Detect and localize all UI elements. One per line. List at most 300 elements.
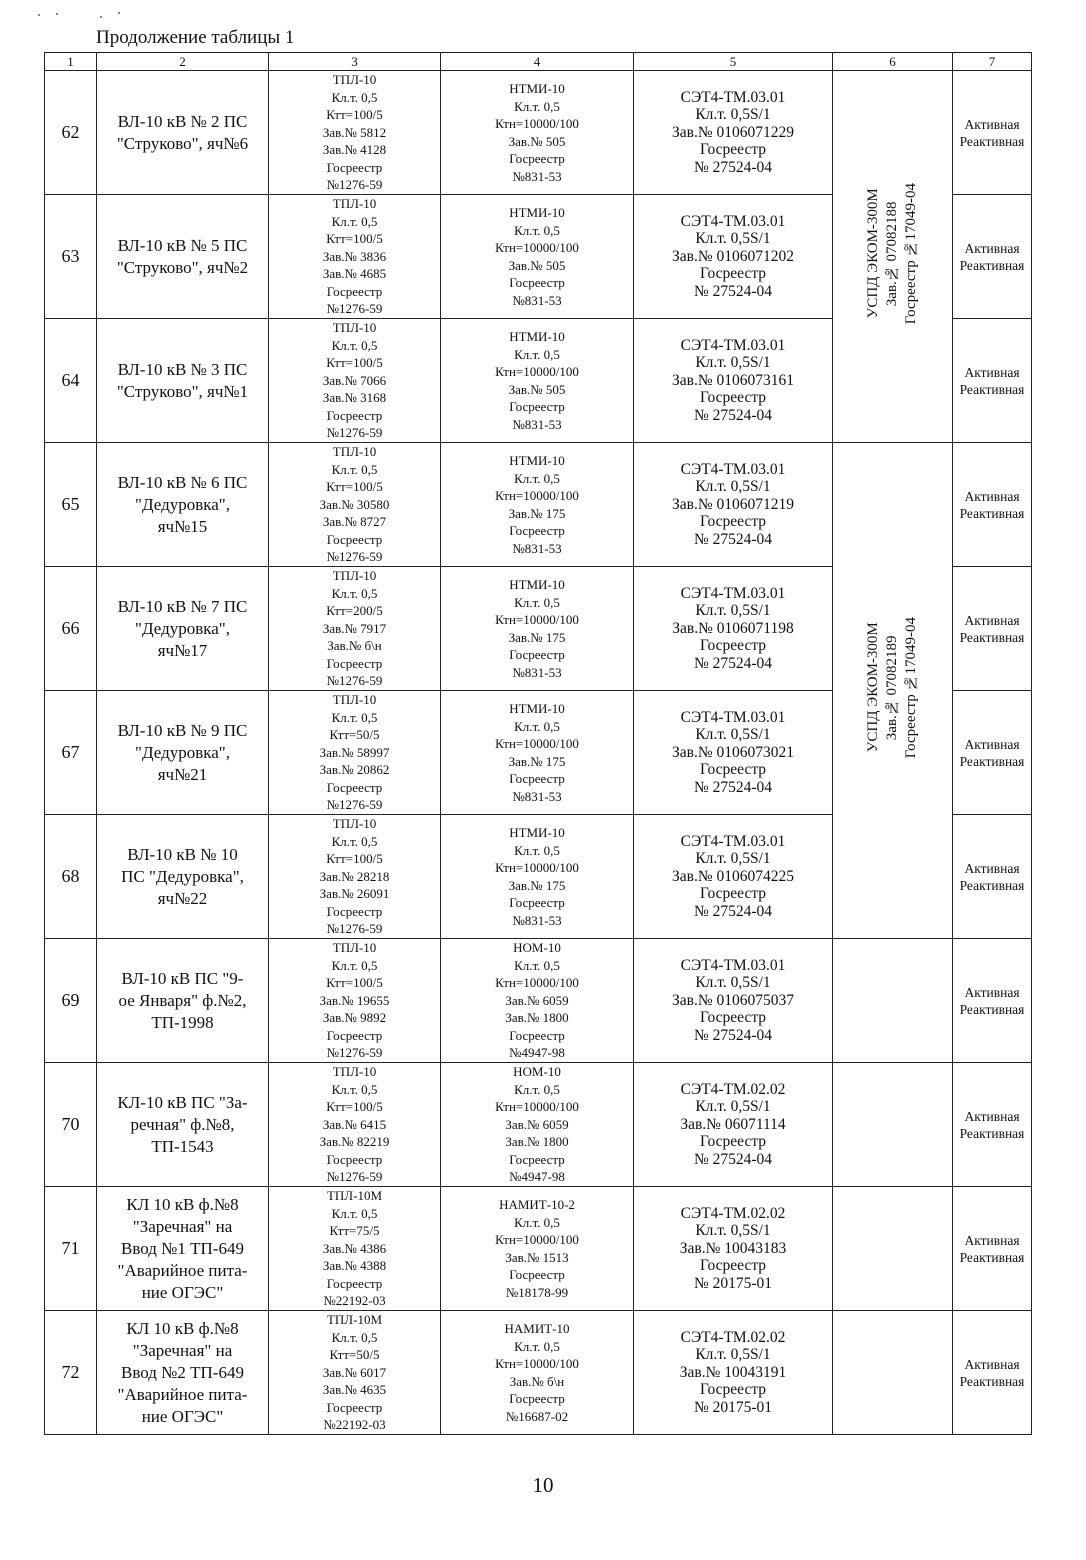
row-number: 70 <box>45 1063 97 1187</box>
electricity-meter-line: Кл.т. 0,5S/1 <box>695 1346 771 1364</box>
current-transformer-line: Кл.т. 0,5 <box>331 1205 378 1221</box>
connection-name-line: ое Января" ф.№2, <box>118 990 247 1010</box>
electricity-meter-line: СЭТ4-ТМ.03.01 <box>680 956 786 974</box>
connection-name-line: яч№17 <box>157 640 208 660</box>
voltage-transformer-line: №831-53 <box>512 912 562 928</box>
electricity-meter <box>634 1063 833 1187</box>
connection-name <box>97 1187 269 1311</box>
voltage-transformer <box>441 195 634 319</box>
energy-kind-line: Реактивная <box>959 629 1025 645</box>
current-transformer-line: Зав.№ 4635 <box>322 1382 387 1398</box>
current-transformer <box>269 815 441 939</box>
row-number: 65 <box>45 443 97 567</box>
electricity-meter-line: Зав.№ 0106074225 <box>671 867 794 885</box>
energy-kind-line: Реактивная <box>959 1249 1025 1265</box>
current-transformer-line: №1276-59 <box>326 1045 383 1061</box>
voltage-transformer-line: НТМИ-10 <box>509 825 565 840</box>
energy-kind-line: Активная <box>964 1232 1020 1248</box>
header-cell: 4 <box>441 53 634 71</box>
electricity-meter <box>634 195 833 319</box>
header-cell: 7 <box>953 53 1032 71</box>
current-transformer-line: Зав.№ 6017 <box>322 1364 387 1380</box>
row-number: 69 <box>45 939 97 1063</box>
voltage-transformer-line: Госреестр <box>509 1267 565 1282</box>
connection-name-line: "Струково", яч№2 <box>116 257 249 277</box>
energy-kind <box>953 691 1032 815</box>
uspd-line: Зав.№ 07082188 <box>884 201 900 307</box>
energy-kind-line: Реактивная <box>959 1125 1025 1141</box>
electricity-meter-line: СЭТ4-ТМ.03.01 <box>680 460 786 478</box>
uspd-line: Госреестр №17049-04 <box>903 617 919 759</box>
electricity-meter-line: Госреестр <box>699 885 767 903</box>
current-transformer-line: Госреестр <box>326 1151 383 1167</box>
current-transformer-line: №22192-03 <box>323 1293 386 1309</box>
voltage-transformer-line: Ктн=10000/100 <box>495 364 579 379</box>
current-transformer-line: Кл.т. 0,5 <box>331 585 378 601</box>
voltage-transformer <box>441 1187 634 1311</box>
electricity-meter-line: Кл.т. 0,5S/1 <box>695 1222 771 1240</box>
energy-kind <box>953 567 1032 691</box>
electricity-meter-line: Госреестр <box>699 1133 767 1151</box>
uspd-empty-cell <box>833 1063 953 1187</box>
connection-name <box>97 1311 269 1435</box>
connection-name-line: "Дедуровка", <box>135 494 230 514</box>
voltage-transformer-line: Зав.№ 175 <box>508 629 566 645</box>
scan-speck <box>100 16 102 18</box>
uspd-empty-cell <box>833 1187 953 1311</box>
scan-speck <box>118 12 120 14</box>
voltage-transformer-line: Зав.№ б\н <box>509 1373 565 1389</box>
electricity-meter <box>634 319 833 443</box>
electricity-meter-line: Госреестр <box>699 637 767 655</box>
current-transformer-line: Зав.№ 5812 <box>322 124 387 140</box>
connection-name-line: ние ОГЭС" <box>141 1282 224 1302</box>
electricity-meter-line: Зав.№ 10043191 <box>679 1363 787 1381</box>
electricity-meter <box>634 1311 833 1435</box>
current-transformer-line: Зав.№ 3836 <box>322 248 387 264</box>
connection-name <box>97 691 269 815</box>
uspd-line: Госреестр №17049-04 <box>903 183 919 325</box>
connection-name-line: ВЛ-10 кВ № 9 ПС <box>117 720 248 740</box>
scan-speck <box>56 13 58 15</box>
voltage-transformer-line: №831-53 <box>512 416 562 432</box>
row-number: 66 <box>45 567 97 691</box>
table-row <box>45 939 1032 1063</box>
current-transformer-line: №1276-59 <box>326 797 383 813</box>
voltage-transformer-line: Зав.№ 175 <box>508 505 566 521</box>
current-transformer-line: Кл.т. 0,5 <box>331 461 378 477</box>
connection-name-line: ТП-1543 <box>151 1136 214 1156</box>
electricity-meter-line: Кл.т. 0,5S/1 <box>695 106 771 124</box>
electricity-meter-line: Кл.т. 0,5S/1 <box>695 602 771 620</box>
current-transformer-line: Госреестр <box>326 1399 383 1415</box>
voltage-transformer-line: Госреестр <box>509 275 565 290</box>
voltage-transformer-line: Зав.№ 505 <box>508 133 566 149</box>
current-transformer-line: Госреестр <box>326 407 383 423</box>
current-transformer-line: Зав.№ б\н <box>327 638 382 654</box>
uspd-label <box>864 617 921 758</box>
energy-kind-line: Реактивная <box>959 257 1025 273</box>
connection-name-line: "Аварийное пита- <box>117 1260 248 1280</box>
energy-kind-line: Реактивная <box>959 877 1025 893</box>
electricity-meter-line: Кл.т. 0,5S/1 <box>695 974 771 992</box>
table-row <box>45 71 1032 195</box>
connection-name <box>97 195 269 319</box>
voltage-transformer-line: Госреестр <box>509 1151 565 1167</box>
electricity-meter-line: Кл.т. 0,5S/1 <box>695 726 771 744</box>
energy-kind-line: Активная <box>964 984 1020 1000</box>
current-transformer-line: Зав.№ 82219 <box>319 1134 390 1150</box>
current-transformer-line: Зав.№ 28218 <box>319 868 390 884</box>
electricity-meter-line: Госреестр <box>699 265 767 283</box>
electricity-meter-line: № 27524-04 <box>693 1150 773 1168</box>
electricity-meter <box>634 443 833 567</box>
uspd-empty-cell <box>833 939 953 1063</box>
current-transformer-line: Госреестр <box>326 903 383 919</box>
table-row <box>45 1311 1032 1435</box>
current-transformer-line: Госреестр <box>326 1027 383 1043</box>
energy-kind-line: Активная <box>964 1356 1020 1372</box>
current-transformer-line: ТПЛ-10 <box>332 940 377 956</box>
voltage-transformer-line: Кл.т. 0,5 <box>514 842 560 858</box>
connection-name-line: ВЛ-10 кВ ПС "9- <box>121 968 244 988</box>
electricity-meter-line: СЭТ4-ТМ.03.01 <box>680 708 786 726</box>
connection-name <box>97 71 269 195</box>
voltage-transformer-line: Госреестр <box>509 523 565 538</box>
row-number: 72 <box>45 1311 97 1435</box>
voltage-transformer-line: НОМ-10 <box>513 1064 561 1080</box>
voltage-transformer <box>441 815 634 939</box>
uspd-line: УСПД ЭКОМ-300М <box>865 623 881 753</box>
voltage-transformer <box>441 1063 634 1187</box>
current-transformer <box>269 939 441 1063</box>
voltage-transformer-line: Госреестр <box>509 647 565 662</box>
current-transformer-line: ТПЛ-10 <box>332 196 377 212</box>
connection-name-line: ВЛ-10 кВ № 6 ПС <box>117 472 248 492</box>
electricity-meter-line: СЭТ4-ТМ.03.01 <box>680 336 786 354</box>
current-transformer-line: ТПЛ-10 <box>332 320 377 336</box>
connection-name <box>97 1063 269 1187</box>
connection-name-line: "Струково", яч№1 <box>116 381 249 401</box>
current-transformer-line: №1276-59 <box>326 301 383 317</box>
connection-name <box>97 939 269 1063</box>
energy-kind-line: Реактивная <box>959 1001 1025 1017</box>
electricity-meter <box>634 815 833 939</box>
voltage-transformer-line: №831-53 <box>512 788 562 804</box>
electricity-meter-line: Госреестр <box>699 141 767 159</box>
current-transformer-line: Госреестр <box>326 1275 383 1291</box>
uspd-line: УСПД ЭКОМ-300М <box>865 189 881 319</box>
energy-kind-line: Активная <box>964 488 1020 504</box>
current-transformer-line: Зав.№ 20862 <box>319 762 390 778</box>
row-number: 62 <box>45 71 97 195</box>
electricity-meter-line: Зав.№ 0106071202 <box>671 247 794 265</box>
electricity-meter-line: Госреестр <box>699 513 767 531</box>
energy-kind-line: Активная <box>964 612 1020 628</box>
electricity-meter-line: Кл.т. 0,5S/1 <box>695 1098 771 1116</box>
voltage-transformer <box>441 567 634 691</box>
voltage-transformer <box>441 319 634 443</box>
electricity-meter-line: СЭТ4-ТМ.03.01 <box>680 832 786 850</box>
current-transformer-line: Зав.№ 7917 <box>322 620 387 636</box>
current-transformer-line: Ктт=200/5 <box>326 603 383 619</box>
connection-name-line: "Струково", яч№6 <box>116 133 249 153</box>
current-transformer-line: Ктт=100/5 <box>326 231 383 247</box>
electricity-meter-line: Госреестр <box>699 1009 767 1027</box>
current-transformer-line: Зав.№ 30580 <box>319 496 390 512</box>
electricity-meter-line: № 27524-04 <box>693 654 773 672</box>
voltage-transformer-line: Ктн=10000/100 <box>495 612 579 627</box>
current-transformer-line: Ктт=100/5 <box>326 1099 383 1115</box>
connection-name-line: ВЛ-10 кВ № 10 <box>127 844 238 864</box>
energy-kind-line: Активная <box>964 116 1020 132</box>
electricity-meter-line: № 20175-01 <box>693 1274 773 1292</box>
current-transformer-line: ТПЛ-10 <box>332 72 377 88</box>
voltage-transformer-line: Кл.т. 0,5 <box>514 346 560 362</box>
voltage-transformer-line: Ктн=10000/100 <box>495 488 579 503</box>
voltage-transformer-line: Зав.№ 1800 <box>505 1010 569 1026</box>
current-transformer-line: Ктт=75/5 <box>329 1223 380 1239</box>
electricity-meter-line: Кл.т. 0,5S/1 <box>695 478 771 496</box>
voltage-transformer-line: Кл.т. 0,5 <box>514 1338 560 1354</box>
voltage-transformer-line: НТМИ-10 <box>509 701 565 716</box>
electricity-meter-line: СЭТ4-ТМ.03.01 <box>680 88 786 106</box>
electricity-meter-line: № 27524-04 <box>693 530 773 548</box>
current-transformer-line: Госреестр <box>326 655 383 671</box>
voltage-transformer-line: Ктн=10000/100 <box>495 736 579 751</box>
voltage-transformer-line: Кл.т. 0,5 <box>514 222 560 238</box>
energy-kind-line: Реактивная <box>959 753 1025 769</box>
voltage-transformer-line: Кл.т. 0,5 <box>514 470 560 486</box>
voltage-transformer-line: НТМИ-10 <box>509 205 565 220</box>
current-transformer-line: Кл.т. 0,5 <box>331 957 378 973</box>
current-transformer-line: Зав.№ 26091 <box>319 886 390 902</box>
current-transformer-line: Зав.№ 6415 <box>322 1116 387 1132</box>
electricity-meter-line: № 27524-04 <box>693 902 773 920</box>
electricity-meter-line: Кл.т. 0,5S/1 <box>695 850 771 868</box>
page-number: 10 <box>532 1473 554 1497</box>
electricity-meter-line: СЭТ4-ТМ.03.01 <box>680 584 786 602</box>
voltage-transformer-line: Госреестр <box>509 895 565 910</box>
voltage-transformer-line: Госреестр <box>509 399 565 414</box>
current-transformer-line: Госреестр <box>326 159 383 175</box>
energy-kind-line: Активная <box>964 364 1020 380</box>
current-transformer-line: Ктт=50/5 <box>329 1347 380 1363</box>
energy-kind <box>953 71 1032 195</box>
uspd-cell <box>833 71 953 443</box>
current-transformer <box>269 443 441 567</box>
current-transformer <box>269 1311 441 1435</box>
electricity-meter-line: Зав.№ 0106071219 <box>671 495 794 513</box>
electricity-meter <box>634 567 833 691</box>
voltage-transformer <box>441 71 634 195</box>
table-row <box>45 443 1032 567</box>
current-transformer-line: Зав.№ 4386 <box>322 1240 387 1256</box>
connection-name-line: КЛ 10 кВ ф.№8 <box>126 1194 239 1214</box>
current-transformer-line: Кл.т. 0,5 <box>331 1081 378 1097</box>
current-transformer-line: Зав.№ 4388 <box>322 1258 387 1274</box>
table-caption: Продолжение таблицы 1 <box>96 27 295 48</box>
electricity-meter-line: Госреестр <box>699 1257 767 1275</box>
uspd-empty-cell <box>833 1311 953 1435</box>
voltage-transformer-line: №831-53 <box>512 292 562 308</box>
electricity-meter <box>634 1187 833 1311</box>
electricity-meter-line: СЭТ4-ТМ.03.01 <box>680 212 786 230</box>
header-cell: 2 <box>97 53 269 71</box>
voltage-transformer-line: Ктн=10000/100 <box>495 1356 579 1371</box>
electricity-meter-line: СЭТ4-ТМ.02.02 <box>680 1080 786 1098</box>
uspd-cell <box>833 443 953 939</box>
electricity-meter-line: Зав.№ 0106073161 <box>671 371 794 389</box>
current-transformer-line: Кл.т. 0,5 <box>331 213 378 229</box>
electricity-meter-line: Госреестр <box>699 1381 767 1399</box>
voltage-transformer-line: Зав.№ 6059 <box>505 992 569 1008</box>
energy-kind-line: Реактивная <box>959 381 1025 397</box>
voltage-transformer <box>441 1311 634 1435</box>
current-transformer-line: Кл.т. 0,5 <box>331 833 378 849</box>
current-transformer-line: ТПЛ-10М <box>326 1312 383 1328</box>
electricity-meter <box>634 939 833 1063</box>
voltage-transformer-line: Ктн=10000/100 <box>495 860 579 875</box>
connection-name <box>97 443 269 567</box>
electricity-meter <box>634 691 833 815</box>
current-transformer-line: Зав.№ 7066 <box>322 372 387 388</box>
energy-kind <box>953 443 1032 567</box>
voltage-transformer-line: №831-53 <box>512 540 562 556</box>
voltage-transformer-line: Ктн=10000/100 <box>495 116 579 131</box>
connection-name-line: КЛ 10 кВ ф.№8 <box>126 1318 239 1338</box>
electricity-meter-line: Кл.т. 0,5S/1 <box>695 354 771 372</box>
voltage-transformer-line: Ктн=10000/100 <box>495 240 579 255</box>
current-transformer-line: Кл.т. 0,5 <box>331 709 378 725</box>
current-transformer-line: Ктт=100/5 <box>326 355 383 371</box>
table-row <box>45 1063 1032 1187</box>
current-transformer-line: Ктт=100/5 <box>326 107 383 123</box>
row-number: 68 <box>45 815 97 939</box>
energy-kind-line: Активная <box>964 240 1020 256</box>
current-transformer <box>269 567 441 691</box>
voltage-transformer-line: Зав.№ 1513 <box>505 1249 569 1265</box>
current-transformer-line: Зав.№ 19655 <box>319 992 390 1008</box>
row-number: 71 <box>45 1187 97 1311</box>
voltage-transformer-line: №831-53 <box>512 168 562 184</box>
current-transformer-line: №1276-59 <box>326 549 383 565</box>
connection-name-line: "Аварийное пита- <box>117 1384 248 1404</box>
connection-name-line: КЛ-10 кВ ПС "За- <box>117 1092 248 1112</box>
equipment-table <box>44 52 1032 1435</box>
current-transformer-line: №22192-03 <box>323 1417 386 1433</box>
electricity-meter-line: Зав.№ 0106075037 <box>671 991 794 1009</box>
header-row <box>45 53 1032 71</box>
connection-name-line: "Заречная" на <box>132 1340 233 1360</box>
voltage-transformer-line: НАМИТ-10-2 <box>499 1197 575 1212</box>
current-transformer-line: №1276-59 <box>326 177 383 193</box>
energy-kind-line: Реактивная <box>959 133 1025 149</box>
current-transformer-line: №1276-59 <box>326 673 383 689</box>
energy-kind <box>953 1311 1032 1435</box>
electricity-meter-line: Зав.№ 06071114 <box>680 1115 786 1133</box>
electricity-meter-line: Зав.№ 10043183 <box>679 1239 787 1257</box>
current-transformer-line: ТПЛ-10 <box>332 692 377 708</box>
current-transformer-line: Госреестр <box>326 283 383 299</box>
electricity-meter-line: Госреестр <box>699 389 767 407</box>
current-transformer-line: ТПЛ-10 <box>332 816 377 832</box>
electricity-meter-line: № 27524-04 <box>693 1026 773 1044</box>
energy-kind <box>953 319 1032 443</box>
voltage-transformer-line: Госреестр <box>509 151 565 166</box>
connection-name-line: Ввод №1 ТП-649 <box>121 1238 244 1258</box>
connection-name-line: ВЛ-10 кВ № 7 ПС <box>117 596 248 616</box>
connection-name <box>97 319 269 443</box>
connection-name-line: "Дедуровка", <box>135 742 230 762</box>
row-number: 64 <box>45 319 97 443</box>
voltage-transformer-line: Кл.т. 0,5 <box>514 718 560 734</box>
current-transformer-line: Ктт=50/5 <box>329 727 380 743</box>
voltage-transformer-line: Зав.№ 505 <box>508 257 566 273</box>
voltage-transformer-line: НТМИ-10 <box>509 577 565 592</box>
electricity-meter-line: № 27524-04 <box>693 158 773 176</box>
voltage-transformer-line: Ктн=10000/100 <box>495 1099 579 1115</box>
voltage-transformer-line: Ктн=10000/100 <box>495 1232 579 1247</box>
voltage-transformer-line: №16687-02 <box>505 1408 569 1424</box>
current-transformer-line: Кл.т. 0,5 <box>331 337 378 353</box>
connection-name-line: яч№15 <box>157 516 208 536</box>
voltage-transformer-line: №831-53 <box>512 664 562 680</box>
voltage-transformer-line: НАМИТ-10 <box>504 1321 570 1336</box>
current-transformer-line: №1276-59 <box>326 425 383 441</box>
voltage-transformer-line: НТМИ-10 <box>509 453 565 468</box>
current-transformer-line: Зав.№ 4128 <box>322 142 387 158</box>
voltage-transformer <box>441 443 634 567</box>
current-transformer-line: Зав.№ 58997 <box>319 744 390 760</box>
electricity-meter-line: Зав.№ 0106073021 <box>671 743 794 761</box>
current-transformer-line: Кл.т. 0,5 <box>331 1329 378 1345</box>
current-transformer-line: Кл.т. 0,5 <box>331 89 378 105</box>
voltage-transformer-line: Зав.№ 6059 <box>505 1116 569 1132</box>
electricity-meter-line: СЭТ4-ТМ.02.02 <box>680 1328 786 1346</box>
voltage-transformer-line: Зав.№ 175 <box>508 877 566 893</box>
energy-kind-line: Активная <box>964 736 1020 752</box>
electricity-meter-line: Зав.№ 0106071229 <box>671 123 794 141</box>
current-transformer <box>269 195 441 319</box>
current-transformer-line: ТПЛ-10М <box>326 1188 383 1204</box>
voltage-transformer-line: Ктн=10000/100 <box>495 975 579 991</box>
energy-kind <box>953 1063 1032 1187</box>
connection-name-line: "Дедуровка", <box>135 618 230 638</box>
voltage-transformer-line: Госреестр <box>509 771 565 786</box>
voltage-transformer-line: Госреестр <box>509 1027 565 1043</box>
voltage-transformer-line: Кл.т. 0,5 <box>514 957 560 973</box>
voltage-transformer-line: №18178-99 <box>505 1284 569 1300</box>
connection-name <box>97 815 269 939</box>
electricity-meter-line: СЭТ4-ТМ.02.02 <box>680 1204 786 1222</box>
voltage-transformer-line: Зав.№ 1800 <box>505 1134 569 1150</box>
current-transformer-line: Зав.№ 8727 <box>322 514 387 530</box>
connection-name-line: ВЛ-10 кВ № 3 ПС <box>117 359 248 379</box>
energy-kind-line: Активная <box>964 1108 1020 1124</box>
voltage-transformer-line: Зав.№ 175 <box>508 753 566 769</box>
row-number: 63 <box>45 195 97 319</box>
voltage-transformer-line: Кл.т. 0,5 <box>514 1081 560 1097</box>
connection-name-line: ВЛ-10 кВ № 5 ПС <box>117 235 248 255</box>
current-transformer-line: Ктт=100/5 <box>326 851 383 867</box>
table-row <box>45 1187 1032 1311</box>
current-transformer-line: Зав.№ 9892 <box>322 1010 387 1026</box>
current-transformer-line: ТПЛ-10 <box>332 568 377 584</box>
voltage-transformer-line: НОМ-10 <box>513 940 561 956</box>
voltage-transformer-line: Зав.№ 505 <box>508 381 566 397</box>
current-transformer-line: Госреестр <box>326 531 383 547</box>
